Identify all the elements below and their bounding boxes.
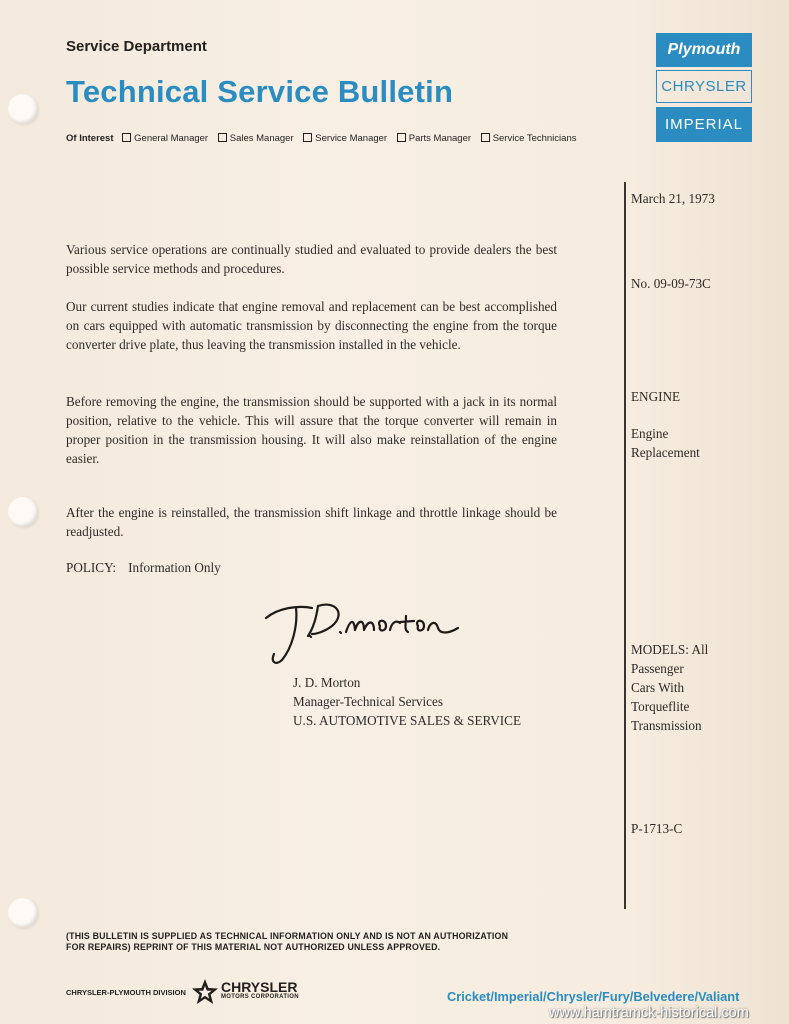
interest-option: Service Technicians — [481, 133, 577, 144]
chrysler-corporation-logo: CHRYSLER MOTORS CORPORATION — [221, 979, 299, 1000]
signer-organization: U.S. AUTOMOTIVE SALES & SERVICE — [293, 713, 522, 728]
handwritten-signature — [260, 596, 465, 668]
binder-hole — [8, 94, 38, 124]
body-paragraph: Various service operations are continually studied and evaluated to provide dealers the best possible service methods and procedures. — [66, 242, 557, 276]
policy-label: POLICY: — [66, 560, 117, 575]
signer-block — [293, 673, 521, 730]
site-watermark: www.hamtramck-historical.com — [549, 1005, 749, 1021]
interest-option: Service Manager — [303, 133, 387, 144]
body-paragraph: Our current studies indicate that engine removal and replacement can be best accomplished on cars equipped with automatic transmission by disconnecting the engine from the torque converter drive plate, thus leaving the transmission installed in the vehicle. — [66, 299, 557, 352]
policy-line — [66, 560, 221, 576]
interest-option: General Manager — [122, 133, 208, 144]
checkbox-icon — [303, 133, 312, 142]
chrysler-logo: CHRYSLER — [656, 70, 752, 103]
sidebar-divider — [624, 182, 626, 909]
department-heading: Service Department — [66, 38, 207, 55]
pentastar-icon — [191, 978, 219, 1006]
disclaimer: (THIS BULLETIN IS SUPPLIED AS TECHNICAL INFORMATION ONLY AND IS NOT AN AUTHORIZATION FOR REPAIRS) REPRINT OF THIS MATERIAL NOT AUTHORIZED UNLESS APPROVED. — [66, 931, 509, 952]
binder-hole — [8, 898, 38, 928]
of-interest-row — [66, 133, 583, 144]
checkbox-icon — [122, 133, 131, 142]
body-paragraph: Before removing the engine, the transmission should be supported with a jack in its normal position, relative to the vehicle. This will assure that the torque converter will remain in proper position in the transmission housing. It will also make reinstallation of the engine easier. — [66, 394, 557, 466]
bulletin-subject: Engine Replacement — [631, 426, 700, 460]
bulletin-number: No. 09-09-73C — [631, 276, 711, 291]
interest-option: Sales Manager — [218, 133, 294, 144]
checkbox-icon — [397, 133, 406, 142]
binder-hole — [8, 497, 38, 527]
policy-value: Information Only — [128, 560, 221, 575]
bulletin-date: March 21, 1973 — [631, 191, 715, 206]
of-interest-label: Of Interest — [66, 133, 114, 144]
division-name: CHRYSLER-PLYMOUTH DIVISION — [66, 988, 186, 997]
interest-option: Parts Manager — [397, 133, 471, 144]
signer-title: Manager-Technical Services — [293, 694, 444, 709]
body-paragraph: After the engine is reinstalled, the transmission shift linkage and throttle linkage should be readjusted. — [66, 505, 557, 539]
signer-name: J. D. Morton — [293, 675, 361, 690]
checkbox-icon — [218, 133, 227, 142]
checkbox-icon — [481, 133, 490, 142]
bulletin-models: MODELS: All Passenger Cars With Torqueflite Transmission — [631, 642, 709, 733]
imperial-logo: IMPERIAL — [656, 107, 752, 142]
bulletin-category: ENGINE — [631, 389, 681, 404]
plymouth-logo: Plymouth — [656, 33, 752, 67]
brand-line: Cricket/Imperial/Chrysler/Fury/Belvedere/Valiant — [447, 989, 740, 1004]
bulletin-title: Technical Service Bulletin — [66, 74, 454, 109]
bulletin-reference: P-1713-C — [631, 821, 683, 836]
